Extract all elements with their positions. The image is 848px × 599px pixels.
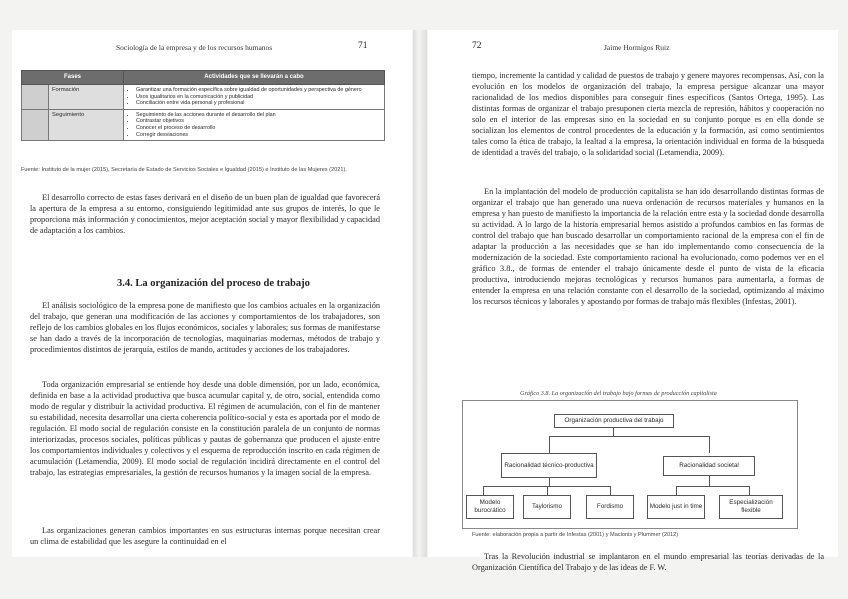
table-cell-activities [124,85,385,110]
table-header-phases: Fases [22,71,124,85]
table-cell-phase: Seguimiento [49,109,124,140]
table-header-activities: Actividades que se llevarán a cabo [124,71,385,85]
table-row [22,85,385,110]
connector-line [676,486,750,487]
page-number: 72 [472,41,482,51]
connector-line [547,486,548,495]
paragraph: Tras la Revolución industrial se implantaron en el mundo empresarial las teorías derivadas de la Organización Científica del Trabajo y de las ideas de F. W. [472,552,824,573]
page-number: 71 [358,41,368,51]
connector-line [549,436,550,453]
right-page [428,30,838,573]
table-blank-cell [22,109,49,140]
org-diagram [462,400,798,529]
running-header: Sociología de la empresa y de los recursos humanos [116,43,273,52]
diagram-leaf-node: Modelo just in time [647,495,705,519]
diagram-leaf-node: Modelo burocrático [466,495,514,519]
table-source: Fuente: Instituto de la mujer (2015), Secretaría de Estado de Servicios Sociales e Igualdad (2015) e Instituto de las Mujeres (2021). [21,167,347,173]
paragraph: Toda organización empresarial se entiende hoy desde una doble dimensión, por un lado, económica, definida en base a la actividad productiva que busca acumular capital y, de otro, social, entendida como modo de regular y distribuir la actividad productiva. El régimen de acumulación, con el fin de mantener su estabilidad, necesita desarrollar una cierta coherencia político-social y esta es aportada por el modo de regulación. El modo social de regulación consiste en la constitución paralela de un conjunto de normas interiorizadas, procesos sociales, políticas públicas y pautas de gobernanza que producen el ajuste entre los comportamientos individuales y colectivos y el esquema de reproducción inscrito en cada régimen de acumulación (Letamendia, 2009). El modo social de regulación incidirá directamente en el control del trabajo, las estrategias empresariales, la gestión de recursos humanos y la imagen social de la empresa. [30,380,380,478]
list-item: • Contrastar objetivos [136,118,381,125]
connector-line [483,486,484,495]
table-cell-phase: Formación [49,85,124,110]
section-title: 3.4. La organización del proceso de trabajo [117,278,310,289]
diagram-root-node: Organización productiva del trabajo [554,414,674,428]
connector-line [749,486,750,495]
diagram-branch-node: Racionalidad técnico-productiva [501,453,597,478]
list-item: • Usos igualitarios en la comunicación y publicidad [136,94,381,101]
phases-table [21,70,385,141]
connector-line [613,428,614,436]
connector-line [676,486,677,495]
diagram-leaf-node: Especialización flexible [719,495,783,519]
connector-line [709,436,710,453]
list-item: • Seguimiento de las acciones durante el desarrollo del plan [136,112,381,119]
connector-line [709,476,710,486]
figure-caption: Gráfico 3.8. La organización del trabajo bajo formas de producción capitalista [520,390,717,397]
book-gutter [413,30,427,557]
connector-line [549,436,710,437]
running-header: Jaime Hormigos Ruiz [604,43,670,52]
list-item: • Conocer el proceso de desarrollo [136,125,381,132]
paragraph: En la implantación del modelo de producción capitalista se han ido desarrollando distintas formas de organizar el trabajo que han generado una nueva ordenación de recursos materiales y humanos en la empresa y han puesto de manifiesto la importancia de la relación entre esta y la sociedad donde desarrolla su actividad. A lo largo de la historia empresarial hemos asistido a profundos cambios en las formas de control del trabajo que han buscado desarrollar un comportamiento racional de la empresa con el fin de adaptar la producción a las necesidades que se han ido implementando como consecuencia de la modernización de la sociedad. Este comportamiento racional ha evolucionado, como podemos ver en el gráfico 3.8., de formas de entender el trabajo únicamente desde el punto de vista de la eficacia productiva, introduciendo mejoras tecnológicas y recursos humanos para aumentarla, a formas de entender la empresa en una relación constante con el desarrollo de la sociedad, optimizando al máximo los recursos técnicos y laborales y apostando por formas de trabajo más flexibles (Infestas, 2001). [472,187,824,307]
table-row [22,109,385,140]
paragraph: El análisis sociológico de la empresa pone de manifiesto que los cambios actuales en la organización del trabajo, que generan una modificación de las acciones y comportamientos de los trabajadores, son reflejo de los cambios globales en los flujos económicos, sociales y laborales; sus formas de manifestarse se han dado a través de la incorporación de tecnologías, maquinarias modernas, métodos de trabajo y procedimientos distintos de jerarquía, estilos de mando, actitudes y acciones de los trabajadores. [30,301,380,355]
diagram-branch-node: Racionalidad societal [663,456,755,476]
connector-line [610,486,611,495]
paragraph: El desarrollo correcto de estas fases derivará en el diseño de un buen plan de igualdad que favorecerá la apertura de la empresa a su entorno, consiguiendo legitimidad ante sus grupos de interés, lo que le proporciona más información y conocimientos, mejor aceptación social y mayor flexibilidad y capacidad de adaptación a los cambios. [30,193,380,236]
paragraph: tiempo, incremente la cantidad y calidad de puestos de trabajo y genere mayores recompensas. Así, con la evolución en los modelos de organización del trabajo, la empresa persigue alcanzar una mayor racionalidad de los medios disponibles para conseguir fines específicos (Santos Ortega, 1995). Las distintas formas de organizar el trabajo presuponen cierta mezcla de represión, hábitos y cooperación no solo en el interior de las empresas sino en la sociedad en su conjunto porque es en ella donde se socializan los elementos de control procedentes de la educación y la formación, así como sentimientos tales como la ética de trabajo, la lealtad a la empresa, la orientación individual en forma de la búsqueda de identidad a través del trabajo, o la solidaridad social (Letamendia, 2009). [472,71,824,158]
diagram-leaf-node: Fordismo [586,495,634,519]
table-header-row [22,71,385,85]
list-item: • Garantizar una formación específica sobre igualdad de oportunidades y perspectiva de género [136,87,381,94]
table-cell-activities [124,109,385,140]
diagram-leaf-node: Taylorismo [523,495,571,519]
figure-source: Fuente: elaboración propia a partir de Infestas (2001) y Macionis y Plummer (2012) [472,532,679,538]
left-page [12,30,412,557]
paragraph: Las organizaciones generan cambios importantes en sus estructuras internas porque necesitan crear un clima de estabilidad que les asegure la continuidad en el [30,526,380,547]
table-blank-cell [22,85,49,110]
connector-line [549,478,550,486]
list-item: • Conciliación entre vida personal y profesional [136,100,381,107]
list-item: • Corregir desviaciones [136,132,381,139]
